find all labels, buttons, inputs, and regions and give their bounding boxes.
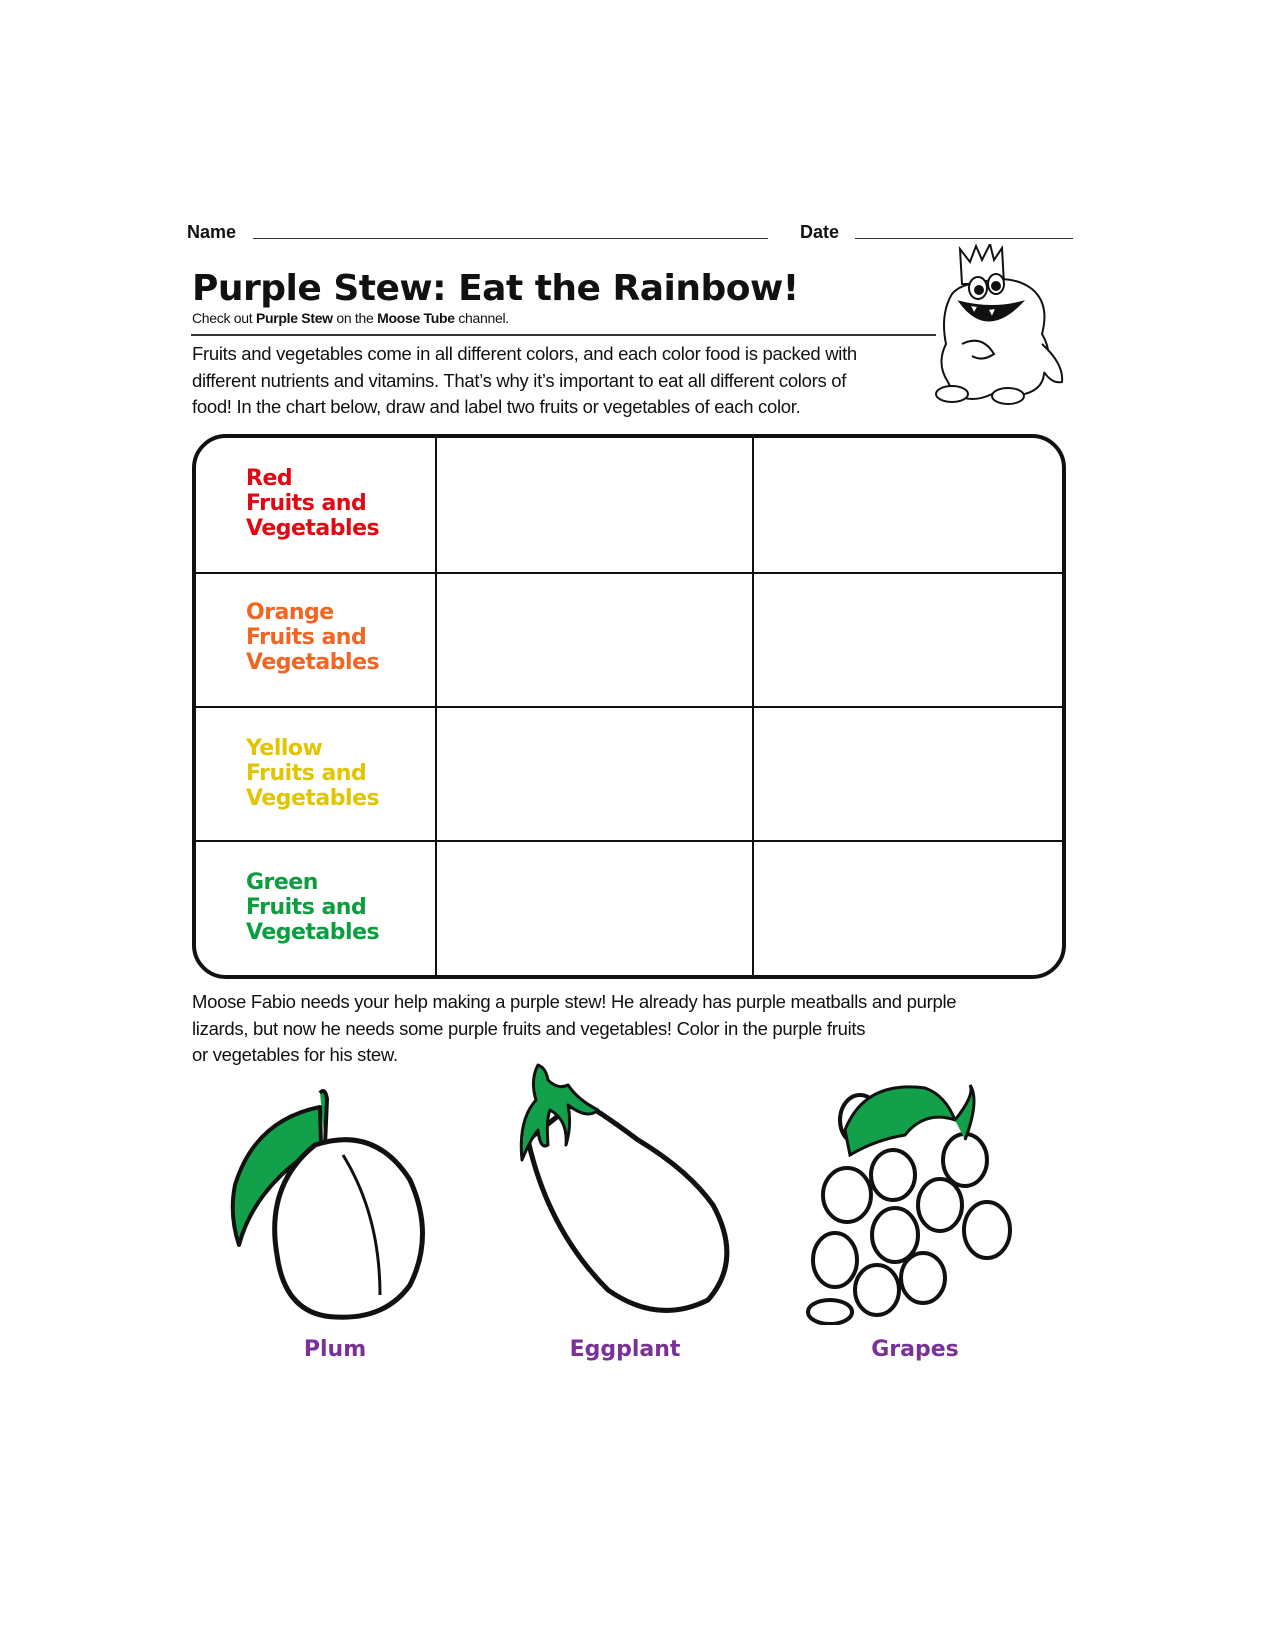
drawing-cell-green-2[interactable] xyxy=(754,842,1062,975)
intro-paragraph xyxy=(192,341,857,421)
plum-coloring-drawing[interactable] xyxy=(225,1085,445,1330)
row-label-line: Vegetables xyxy=(246,786,380,811)
eggplant-coloring-drawing[interactable] xyxy=(508,1060,748,1330)
subtitle-text: channel. xyxy=(454,310,509,326)
show-name: Purple Stew xyxy=(255,310,333,326)
subtitle-text: Check out xyxy=(192,310,256,326)
page-title: Purple Stew: Eat the Rainbow! xyxy=(192,268,799,309)
fruit-label-grapes: Grapes xyxy=(871,1337,959,1362)
name-field[interactable] xyxy=(253,238,768,239)
intro-line: food! In the chart below, draw and label two fruits or vegetables of each color. xyxy=(192,396,801,417)
fruit-label-eggplant: Eggplant xyxy=(569,1337,681,1362)
grapes-coloring-drawing[interactable] xyxy=(805,1080,1030,1325)
row-label-green xyxy=(246,870,379,945)
row-label-line: Yellow xyxy=(246,736,323,761)
drawing-cell-orange-2[interactable] xyxy=(754,574,1062,706)
row-label-line: Fruits and xyxy=(246,895,367,920)
row-label-line: Vegetables xyxy=(246,516,380,541)
row-label-line: Red xyxy=(246,466,293,491)
row-label-line: Fruits and xyxy=(246,625,367,650)
rainbow-chart xyxy=(192,434,1066,979)
title-divider xyxy=(191,334,936,336)
row-label-orange xyxy=(246,600,379,675)
intro-line: different nutrients and vitamins. That’s why it’s important to eat all different colors of xyxy=(192,369,847,391)
drawing-cell-orange-1[interactable] xyxy=(437,574,752,706)
drawing-cell-green-1[interactable] xyxy=(437,842,752,975)
row-label-line: Orange xyxy=(246,600,334,625)
date-field[interactable] xyxy=(855,238,1073,239)
subtitle xyxy=(192,310,509,326)
row-label-line: Fruits and xyxy=(246,761,367,786)
row-label-yellow xyxy=(246,736,379,811)
fruit-label-plum: Plum xyxy=(303,1337,367,1362)
row-label-red xyxy=(246,466,379,541)
row-label-line: Fruits and xyxy=(246,491,367,516)
subtitle-text: on the xyxy=(332,310,378,326)
intro-line: Fruits and vegetables come in all different colors, and each color food is packed with xyxy=(192,343,857,364)
monster-illustration xyxy=(932,244,1074,414)
channel-name: Moose Tube xyxy=(377,310,455,326)
drawing-cell-red-1[interactable] xyxy=(437,438,752,572)
row-label-line: Vegetables xyxy=(246,920,380,945)
name-label: Name xyxy=(187,222,237,242)
date-label: Date xyxy=(800,222,840,242)
drawing-cell-red-2[interactable] xyxy=(754,438,1062,572)
instructions-paragraph xyxy=(192,989,956,1069)
instructions-line: lizards, but now he needs some purple fruits and vegetables! Color in the purple fruits xyxy=(192,1017,866,1039)
row-label-line: Green xyxy=(246,870,318,895)
row-label-line: Vegetables xyxy=(246,650,380,675)
instructions-line: or vegetables for his stew. xyxy=(192,1044,398,1065)
drawing-cell-yellow-2[interactable] xyxy=(754,708,1062,840)
instructions-line: Moose Fabio needs your help making a purple stew! He already has purple meatballs and purple xyxy=(192,991,957,1012)
drawing-cell-yellow-1[interactable] xyxy=(437,708,752,840)
